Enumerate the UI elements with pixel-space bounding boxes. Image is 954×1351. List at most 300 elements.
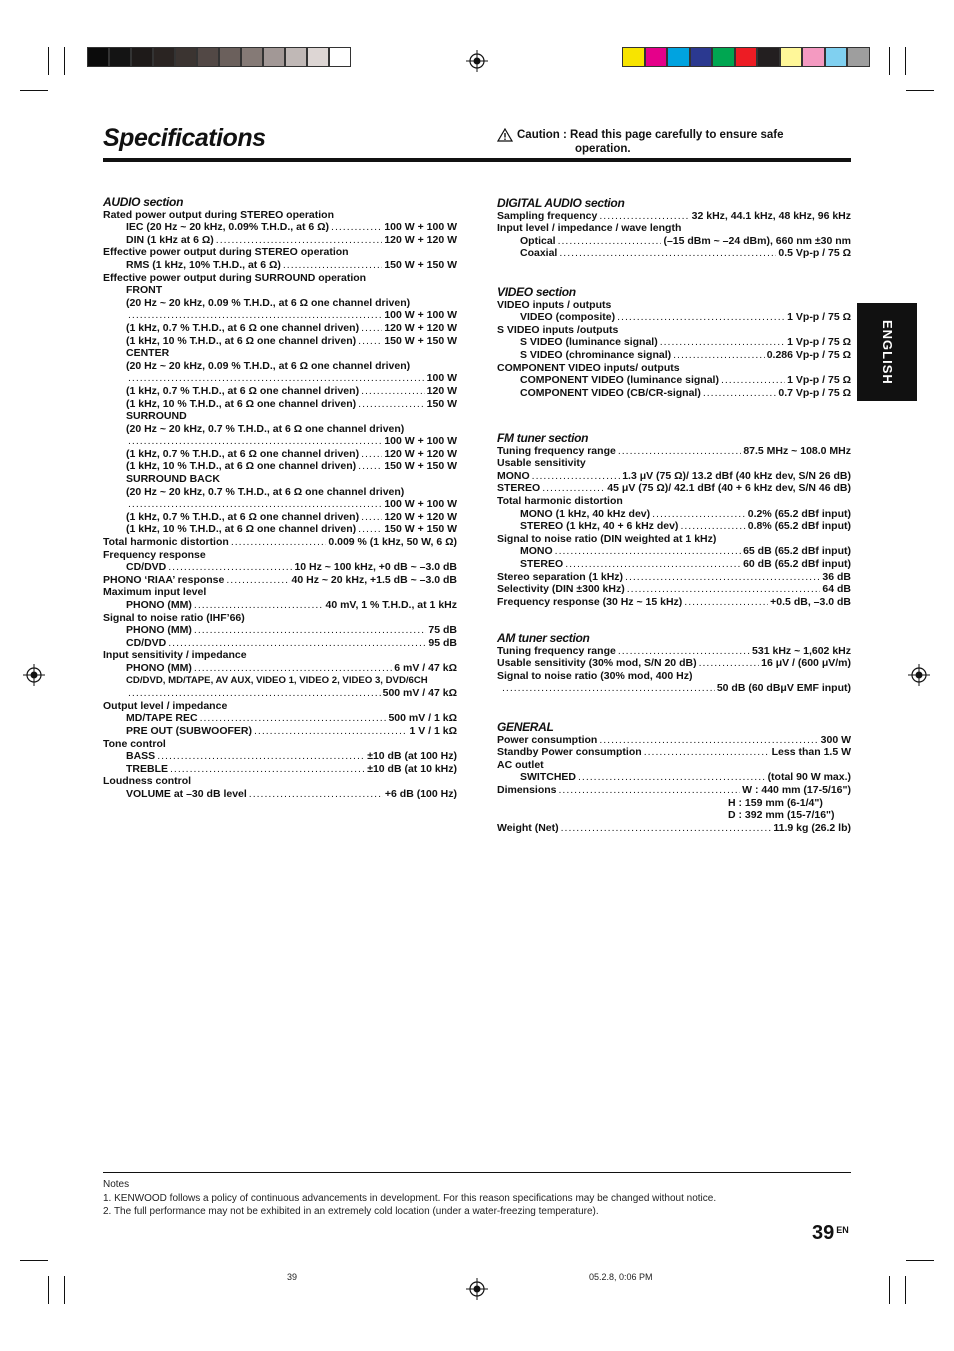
spec-label: (1 kHz, 0.7 % T.H.D., at 6 Ω one channel driven) [126,321,360,334]
spec-label: RMS (1 kHz, 10% T.H.D., at 6 Ω) [126,258,281,271]
color-swatch [690,47,713,67]
section-heading: GENERAL [497,720,554,734]
leader-dots [617,311,785,324]
leader-dots [157,750,365,763]
color-swatch [329,47,351,67]
spec-label: PRE OUT (SUBWOOFER) [126,724,252,737]
spec-row [497,558,851,571]
spec-value: 531 kHz ~ 1,602 kHz [752,644,851,657]
spec-label: Total harmonic distortion [497,494,623,507]
section-heading: AUDIO section [103,195,184,209]
leader-dots [216,234,383,247]
spec-label: CENTER [126,347,170,360]
spec-value: 100 W + 100 W [384,221,457,234]
spec-row [103,322,457,335]
spec-label: Frequency response (30 Hz ~ 15 kHz) [497,595,683,608]
spec-value: 150 W + 150 W [384,334,457,347]
spec-label: Dimensions [497,783,557,796]
spec-value: 45 μV (75 Ω)/ 42.1 dBf (40 + 6 kHz dev, S/N 46 dB) [607,482,851,495]
spec-row [103,259,457,272]
spec-row [497,508,851,521]
leader-dots [561,822,772,835]
color-swatch [153,47,175,67]
spec-label: Effective power output during STEREO operation [103,246,349,259]
section-heading: AM tuner section [497,631,590,645]
spec-label: VOLUME at –30 dB level [126,787,247,800]
spec-row [497,336,851,349]
crop-mark [64,1276,65,1304]
spec-label: Maximum input level [103,586,207,599]
spec-value-text: H : 159 mm (6-1/4") [728,796,823,809]
spec-label: Optical [520,234,556,247]
spec-label: (20 Hz ~ 20 kHz, 0.09 % T.H.D., at 6 Ω one channel driven) [126,296,411,309]
spec-row [103,372,457,385]
leader-dots [128,498,382,511]
leader-dots [194,662,392,675]
spec-row [497,784,851,797]
spec-row [103,398,457,411]
spec-row [103,725,457,738]
spec-label: FRONT [126,284,163,297]
spec-row [103,309,457,322]
leader-dots [194,624,426,637]
leader-dots [231,536,327,549]
spec-row [497,682,851,695]
spec-value: (–15 dBm ~ –24 dBm), 660 nm ±30 nm [663,234,851,247]
am-tuner-section [497,632,851,695]
spec-label: Stereo separation (1 kHz) [497,570,624,583]
spec-row [103,221,457,234]
leader-dots [128,372,425,385]
spec-label: Power consumption [497,733,598,746]
color-swatch [219,47,241,67]
spec-list [497,210,851,260]
color-swatch [735,47,758,67]
spec-row [497,520,851,533]
spec-row [497,596,851,609]
leader-dots [578,771,766,784]
leader-dots [358,460,382,473]
leader-dots [128,435,382,448]
section-heading: DIGITAL AUDIO section [497,196,625,210]
spec-value: 500 mV / 47 kΩ [382,687,457,700]
page-title: Specifications [103,124,266,152]
leader-dots [226,574,289,587]
spec-label: VIDEO inputs / outputs [497,298,612,311]
spec-row [497,247,851,260]
color-swatch [667,47,690,67]
leader-dots [644,746,770,759]
leader-dots [627,583,821,596]
color-swatch [645,47,668,67]
spec-label: MONO [520,545,553,558]
leader-dots [652,508,746,521]
audio-section [103,196,457,801]
leader-dots [660,336,785,349]
spec-label: Tuning frequency range [497,444,616,457]
spec-row [497,445,851,458]
leader-dots [618,445,742,458]
spec-row [103,750,457,763]
spec-label: DIN (1 kHz at 6 Ω) [126,233,214,246]
digital-audio-section [497,197,851,260]
color-swatch [285,47,307,67]
spec-row [497,657,851,670]
spec-label: AC outlet [497,758,544,771]
color-swatch [712,47,735,67]
spec-value: 1 Vp-p / 75 Ω [787,374,851,387]
spec-label: MONO (1 kHz, 40 kHz dev) [520,507,651,520]
leader-dots [599,210,689,223]
spec-value-text: D : 392 mm (15-7/16") [728,809,835,822]
color-swatch [825,47,848,67]
spec-label: (1 kHz, 10 % T.H.D., at 6 Ω one channel driven) [126,460,357,473]
spec-label: Signal to noise ratio (DIN weighted at 1 kHz) [497,532,717,545]
crop-mark [889,1276,890,1304]
notes-rule [103,1172,851,1173]
spec-label: Input level / impedance / wave length [497,222,682,235]
spec-label: Tone control [103,737,166,750]
spec-label: Output level / impedance [103,699,228,712]
color-swatch [263,47,285,67]
leader-dots [170,763,365,776]
spec-label: Tuning frequency range [497,644,616,657]
spec-value: 120 W [426,384,457,397]
spec-list [103,209,457,801]
crop-mark [48,1276,49,1304]
page-language-suffix: EN [836,1225,849,1235]
spec-label: (20 Hz ~ 20 kHz, 0.7 % T.H.D., at 6 Ω one channel driven) [126,485,405,498]
spec-label: (20 Hz ~ 20 kHz, 0.09 % T.H.D., at 6 Ω one channel driven) [126,359,411,372]
spec-label: STEREO (1 kHz, 40 + 6 kHz dev) [520,520,679,533]
leader-dots [532,470,621,483]
caution-text: Caution : Read this page carefully to ensure safe [517,129,784,141]
color-swatch [175,47,197,67]
spec-value: 0.8% (65.2 dBf input) [747,520,851,533]
spec-label: Selectivity (DIN ±300 kHz) [497,583,625,596]
leader-dots [599,734,818,747]
leader-dots [559,784,741,797]
color-swatch [307,47,329,67]
leader-dots [249,788,383,801]
leader-dots [361,322,382,335]
spec-label: STEREO [520,557,564,570]
spec-label: (1 kHz, 0.7 % T.H.D., at 6 Ω one channel driven) [126,384,360,397]
crop-mark [20,1260,48,1261]
leader-dots [558,235,662,248]
spec-label: SWITCHED [520,771,576,784]
spec-label: Frequency response [103,548,206,561]
note-item: 2. The full performance may not be exhibited in an extremely cold location (under a water-freezing temperature). [103,1206,599,1217]
spec-row [497,645,851,658]
spec-label: Weight (Net) [497,821,559,834]
spec-row [103,561,457,574]
leader-dots [559,247,776,260]
spec-label: Sampling frequency [497,209,598,222]
leader-dots [358,398,424,411]
spec-value: 40 mV, 1 % T.H.D., at 1 kHz [325,599,457,611]
spec-row [103,536,457,549]
spec-row [497,235,851,248]
spec-label: (20 Hz ~ 20 kHz, 0.7 % T.H.D., at 6 Ω one channel driven) [126,422,405,435]
spec-value: 0.7 Vp-p / 75 Ω [778,386,851,399]
color-swatch [847,47,870,67]
spec-row [497,210,851,223]
spec-value: 100 W + 100 W [384,435,457,448]
spec-value: ±10 dB (at 100 Hz) [367,750,457,763]
spec-row [497,545,851,558]
spec-value: 36 dB [822,570,851,583]
language-tab: ENGLISH [857,303,917,401]
spec-row [497,349,851,362]
spec-value: +0.5 dB, –3.0 dB [770,595,851,608]
spec-value: Less than 1.5 W [771,746,851,759]
spec-label: Total harmonic distortion [103,536,229,549]
spec-row [103,624,457,637]
color-swatch [241,47,263,67]
spec-value: 100 W + 100 W [384,498,457,511]
spec-list [497,645,851,695]
spec-value: 1 V / 1 kΩ [409,724,457,737]
spec-value: 50 dB (60 dBμV EMF input) [716,682,851,695]
spec-value: 0.286 Vp-p / 75 Ω [766,348,851,361]
crop-mark [20,90,48,91]
spec-value: 100 W [426,372,457,385]
spec-label: S VIDEO (luminance signal) [520,336,658,349]
spec-label: S VIDEO (chrominance signal) [520,348,672,361]
spec-row [497,571,851,584]
spec-row [103,511,457,524]
leader-dots [684,596,768,609]
spec-value: 150 W [426,397,457,410]
spec-row [497,746,851,759]
spec-label: Input sensitivity / impedance [103,649,247,662]
spec-label: PHONO ‘RIAA’ response [103,573,225,586]
spec-value: 1.3 μV (75 Ω)/ 13.2 dBf (40 kHz dev, S/N 26 dB) [622,469,851,482]
spec-label: SURROUND [126,410,187,423]
print-page-number: 39 [287,1272,298,1282]
spec-label: SURROUND BACK [126,473,220,486]
spec-row [103,385,457,398]
registration-mark-icon [23,664,45,686]
spec-label: Signal to noise ratio (IHF’66) [103,611,245,624]
spec-label: IEC (20 Hz ~ 20 kHz, 0.09% T.H.D., at 6 Ω) [126,221,330,234]
spec-value: 150 W + 150 W [384,460,457,473]
leader-dots [673,349,765,362]
spec-value: 120 W + 120 W [384,447,457,460]
spec-value: 0.009 % (1 kHz, 50 W, 6 Ω) [328,536,457,549]
leader-dots [542,482,605,495]
spec-label: COMPONENT VIDEO (CB/CR-signal) [520,386,701,399]
leader-dots [283,259,382,272]
spec-value: 87.5 MHz ~ 108.0 MHz [743,444,851,457]
crop-mark [48,47,49,75]
spec-value: 6 mV / 47 kΩ [394,661,457,674]
spec-label: S VIDEO inputs /outputs [497,323,619,336]
spec-label: Loudness control [103,775,192,788]
leader-dots [703,387,777,400]
spec-label: (1 kHz, 10 % T.H.D., at 6 Ω one channel driven) [126,523,357,536]
spec-value: W : 440 mm (17-5/16") [742,783,851,796]
spec-label: (1 kHz, 10 % T.H.D., at 6 Ω one channel driven) [126,334,357,347]
leader-dots [361,448,382,461]
print-timestamp: 05.2.8, 0:06 PM [589,1272,653,1282]
leader-dots [358,335,382,348]
spec-list [497,445,851,609]
spec-label: Usable sensitivity [497,457,586,470]
spec-value: ±10 dB (at 10 kHz) [367,762,457,775]
spec-value: 300 W [820,733,851,746]
spec-label: PHONO (MM) [126,661,192,674]
spec-value: +6 dB (100 Hz) [384,787,457,800]
crop-mark [889,47,890,75]
spec-label: (1 kHz, 0.7 % T.H.D., at 6 Ω one channel driven) [126,510,360,523]
spec-value: 100 W + 100 W [384,309,457,322]
spec-row [497,771,851,784]
general-section [497,721,851,834]
spec-value: 1 Vp-p / 75 Ω [787,311,851,324]
spec-label: CD/DVD [126,636,167,649]
leader-dots [168,637,426,650]
spec-label: CD/DVD, MD/TAPE, AV AUX, VIDEO 1, VIDEO 2, VIDEO 3, DVD/6CH [126,674,428,686]
leader-dots [555,545,741,558]
spec-value: 500 mV / 1 kΩ [388,712,457,725]
spec-label: Standby Power consumption [497,746,642,759]
spec-value: 16 μV / (600 μV/m) [761,657,851,670]
registration-mark-icon [466,1278,488,1300]
color-swatch [802,47,825,67]
color-swatch [757,47,780,67]
spec-value: 75 dB [428,624,457,637]
title-rule [103,158,851,162]
leader-dots [361,385,425,398]
leader-dots [128,309,382,322]
spec-row [103,687,457,700]
section-heading: VIDEO section [497,285,576,299]
spec-value: 11.9 kg (26.2 lb) [773,821,851,834]
color-swatch [87,47,109,67]
spec-label: PHONO (MM) [126,599,192,611]
spec-row [103,435,457,448]
leader-dots [502,682,715,695]
video-section [497,286,851,399]
spec-value: 120 W + 120 W [384,321,457,334]
crop-mark [906,90,934,91]
spec-row [497,387,851,400]
crop-mark [64,47,65,75]
spec-row [103,448,457,461]
registration-mark-icon [908,664,930,686]
leader-dots [194,599,324,612]
spec-row [103,523,457,536]
leader-dots [625,571,820,584]
spec-value: 1 Vp-p / 75 Ω [787,336,851,349]
fm-tuner-section [497,432,851,608]
spec-row [103,763,457,776]
crop-mark [905,1276,906,1304]
spec-row [103,712,457,725]
leader-dots [331,221,382,234]
note-item: 1. KENWOOD follows a policy of continuous advancements in development. For this reason specifications may be changed without notice. [103,1192,717,1204]
spec-label: (1 kHz, 0.7 % T.H.D., at 6 Ω one channel driven) [126,447,360,460]
spec-row [103,460,457,473]
color-swatch [197,47,219,67]
spec-row [103,637,457,650]
spec-row [103,599,457,612]
page-number-value: 39 [812,1222,835,1244]
spec-value [497,797,851,810]
spec-list [497,734,851,835]
leader-dots [618,645,750,658]
spec-row [103,498,457,511]
leader-dots [565,558,741,571]
page-number [812,1222,849,1245]
spec-label: (1 kHz, 10 % T.H.D., at 6 Ω one channel driven) [126,397,357,410]
leader-dots [168,561,292,574]
spec-row [497,583,851,596]
spec-row [103,234,457,247]
spec-row [103,788,457,801]
spec-label: BASS [126,750,156,763]
caution-notice [497,128,783,156]
caution-text-cont: operation. [575,143,631,155]
spec-value: 0.5 Vp-p / 75 Ω [778,247,851,260]
section-heading: FM tuner section [497,431,589,445]
spec-value: (total 90 W max.) [767,771,851,784]
spec-label: COMPONENT VIDEO inputs/ outputs [497,361,680,374]
spec-label: STEREO [497,482,541,495]
spec-label: CD/DVD [126,561,167,574]
spec-row [497,822,851,835]
spec-value: 32 kHz, 44.1 kHz, 48 kHz, 96 kHz [691,209,851,222]
spec-value: 60 dB (65.2 dBf input) [743,557,851,570]
spec-label: Usable sensitivity (30% mod, S/N 20 dB) [497,657,697,670]
spec-value: 120 W + 120 W [384,233,457,246]
leader-dots [699,657,760,670]
crop-mark [905,47,906,75]
spec-value: 64 dB [822,583,851,596]
spec-row [103,335,457,348]
spec-label: COMPONENT VIDEO (luminance signal) [520,374,719,387]
spec-label: MONO [497,469,530,482]
spec-row [497,470,851,483]
leader-dots [680,520,745,533]
spec-value: 150 W + 150 W [384,523,457,536]
color-swatch [780,47,803,67]
crop-mark [906,1260,934,1261]
leader-dots [358,523,382,536]
spec-value: 95 dB [428,636,457,649]
spec-row [497,311,851,324]
spec-label: Rated power output during STEREO operation [103,208,334,221]
leader-dots [721,374,785,387]
color-swatch [622,47,645,67]
color-swatch [109,47,131,67]
spec-value: 40 Hz ~ 20 kHz, +1.5 dB ~ –3.0 dB [291,573,457,586]
spec-value [497,809,851,822]
color-swatch [131,47,153,67]
spec-value: 0.2% (65.2 dBf input) [747,507,851,520]
spec-label: VIDEO (composite) [520,311,616,324]
leader-dots [128,687,381,700]
spec-label: MD/TAPE REC [126,712,198,725]
spec-row [497,734,851,747]
leader-dots [200,712,387,725]
spec-label: Effective power output during SURROUND operation [103,271,367,284]
spec-value: 150 W + 150 W [384,258,457,271]
spec-label: PHONO (MM) [126,624,192,637]
spec-list [497,299,851,400]
